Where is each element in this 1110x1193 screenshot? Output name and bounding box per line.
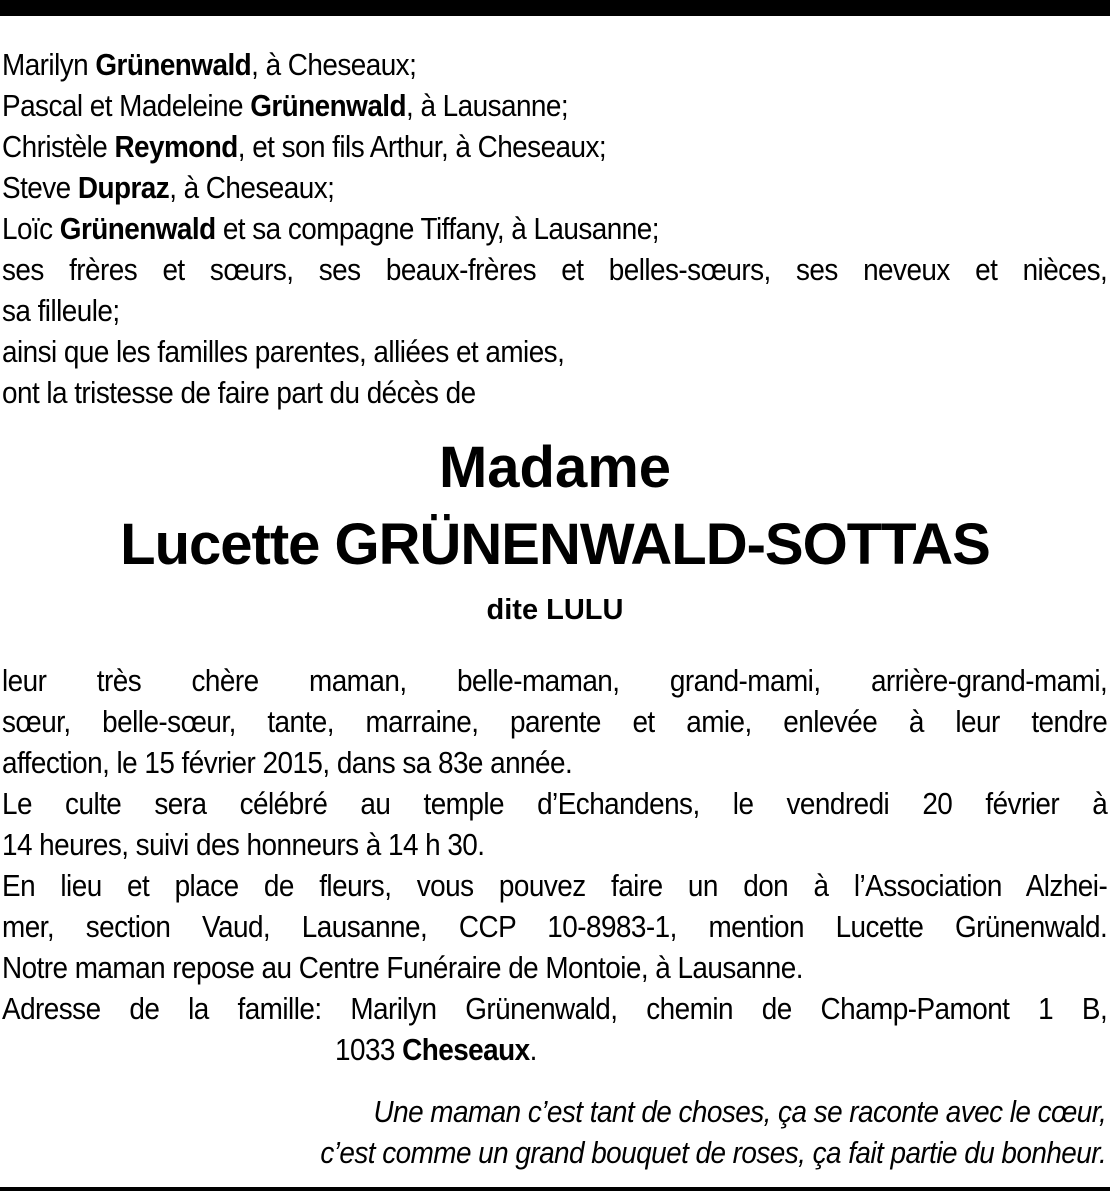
first-name: Loïc: [2, 211, 60, 246]
body-line: 14 heures, suivi des honneurs à 14 h 30.: [2, 827, 485, 862]
family-line: [2, 126, 997, 167]
family-name: Grünenwald: [95, 47, 252, 82]
family-line: [2, 167, 997, 208]
family-name: Reymond: [114, 129, 238, 164]
body-line: affection, le 15 février 2015, dans sa 83e année.: [2, 745, 573, 780]
postal-code: 1033: [335, 1032, 403, 1067]
body-line: Notre maman repose au Centre Funéraire de Montoie, à Lausanne.: [2, 950, 803, 985]
family-line: [2, 208, 997, 249]
closing-quote: [233, 1091, 1106, 1173]
family-list: [2, 44, 1108, 413]
notice-body: [2, 660, 1108, 1070]
deceased-title: Madame: [438, 435, 672, 500]
relatives-line: ses frères et sœurs, ses beaux-frères et belles-sœurs, ses neveux et nièces,: [2, 252, 1108, 287]
body-line: sœur, belle-sœur, tante, marraine, parente et amie, enlevée à leur tendre: [2, 704, 1108, 739]
first-name: Christèle: [2, 129, 115, 164]
body-line: Le culte sera célébré au temple d’Echandens, le vendredi 20 février à: [2, 786, 1108, 821]
quote-line: c’est comme un grand bouquet de roses, ça fait partie du bonheur.: [320, 1135, 1106, 1170]
city-name: Cheseaux: [402, 1032, 530, 1067]
first-name: Pascal et Madeleine: [2, 88, 251, 123]
line-rest: et sa compagne Tiffany, à Lausanne;: [215, 211, 659, 246]
relatives-line: sa filleule;: [2, 293, 120, 328]
family-name: Grünenwald: [250, 88, 407, 123]
family-name: Dupraz: [77, 170, 170, 205]
body-line: leur très chère maman, belle-maman, grand-mami, arrière-grand-mami,: [2, 663, 1108, 698]
body-line: mer, section Vaud, Lausanne, CCP 10-8983-1, mention Lucette Grünenwald.: [2, 909, 1108, 944]
line-rest: , à Cheseaux;: [251, 47, 417, 82]
line-rest: , à Cheseaux;: [169, 170, 335, 205]
line-rest: .: [529, 1032, 537, 1067]
relatives-line: ainsi que les familles parentes, alliées et amies,: [2, 334, 565, 369]
quote-line: Une maman c’est tant de choses, ça se raconte avec le cœur,: [373, 1094, 1107, 1129]
address-city-line: [2, 1029, 997, 1070]
family-name: Grünenwald: [59, 211, 216, 246]
family-line: [2, 85, 997, 126]
deceased-name: Lucette GRÜNENWALD-SOTTAS: [120, 512, 990, 577]
top-rule: [0, 0, 1110, 16]
deceased-nickname: dite LULU: [486, 594, 624, 626]
line-rest: , et son fils Arthur, à Cheseaux;: [237, 129, 607, 164]
address-line: Adresse de la famille: Marilyn Grünenwald, chemin de Champ-Pamont 1 B,: [2, 991, 1108, 1026]
line-rest: , à Lausanne;: [406, 88, 569, 123]
family-line: [2, 44, 997, 85]
announcement-line: ont la tristesse de faire part du décès de: [2, 375, 476, 410]
bottom-rule: [0, 1187, 1110, 1191]
body-line: En lieu et place de fleurs, vous pouvez faire un don à l’Association Alzhei-: [2, 868, 1108, 903]
first-name: Marilyn: [2, 47, 96, 82]
first-name: Steve: [2, 170, 78, 205]
